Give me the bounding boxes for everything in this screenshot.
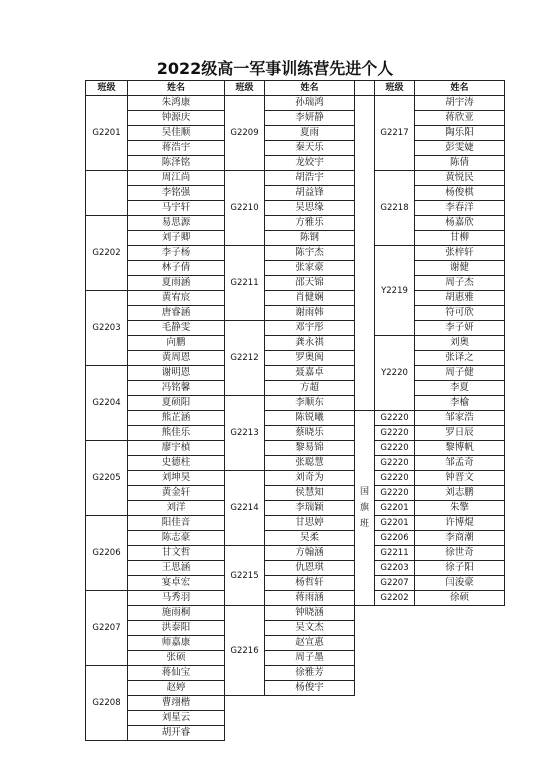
flag-row (355, 501, 505, 516)
name-cell: 钟晓涵 (265, 606, 355, 621)
name-cell: 赵婷 (128, 681, 225, 696)
flag-name-cell: 朱擎 (415, 501, 505, 516)
name-cell: 刘星云 (128, 711, 225, 726)
class-cell (86, 171, 128, 216)
name-cell: 胡浩宇 (265, 171, 355, 186)
name-cell: 谢明恩 (128, 366, 225, 381)
flag-row (355, 576, 505, 591)
name-cell: 李子妍 (415, 321, 505, 336)
flag-row (355, 561, 505, 576)
flag-class-cell: G2220 (375, 441, 415, 456)
name-cell: 杨俊宇 (265, 681, 355, 696)
name-cell: 李铭强 (128, 186, 225, 201)
name-cell: 邵天锦 (265, 276, 355, 291)
name-cell: 黎易锦 (265, 441, 355, 456)
name-cell: 孙瑞鸿 (265, 96, 355, 111)
name-cell: 陈志豪 (128, 531, 225, 546)
table-row (355, 336, 505, 351)
flag-class-cell: G2220 (375, 411, 415, 426)
name-cell: 宴卓宏 (128, 576, 225, 591)
name-cell: 唐睿涵 (128, 306, 225, 321)
name-cell: 秦天乐 (265, 141, 355, 156)
flag-class-cell: G2211 (375, 546, 415, 561)
name-cell: 甘文哲 (128, 546, 225, 561)
name-cell: 陈宇杰 (265, 246, 355, 261)
table-row (86, 441, 225, 456)
table-row (86, 96, 225, 111)
flag-name-cell: 钟晋文 (415, 471, 505, 486)
name-cell: 谢健 (415, 261, 505, 276)
flag-row (355, 471, 505, 486)
flag-class-cell: G2207 (375, 576, 415, 591)
flag-name-cell: 李商潮 (415, 531, 505, 546)
flag-row (355, 411, 505, 426)
name-cell: 马秀羽 (128, 591, 225, 606)
flag-class-cell: G2220 (375, 486, 415, 501)
name-cell: 侯慧知 (265, 486, 355, 501)
name-cell: 林子倩 (128, 261, 225, 276)
table-row (86, 171, 225, 186)
header-row (355, 81, 505, 96)
name-cell: 熊佳乐 (128, 426, 225, 441)
class-cell: G2202 (86, 216, 128, 291)
name-cell: 张译之 (415, 351, 505, 366)
flag-class-cell: G2202 (375, 591, 415, 606)
name-cell: 徐雅芳 (265, 666, 355, 681)
name-cell: 钟源庆 (128, 111, 225, 126)
flag-row (355, 486, 505, 501)
name-cell: 夏雨涵 (128, 276, 225, 291)
name-cell: 刘子卿 (128, 231, 225, 246)
header-row (225, 81, 355, 96)
name-cell: 吴思缘 (265, 201, 355, 216)
table-row (225, 396, 355, 411)
name-cell: 肖健娴 (265, 291, 355, 306)
name-cell: 蒋浩宇 (128, 141, 225, 156)
class-header: 班级 (86, 81, 128, 96)
name-cell: 毛静雯 (128, 321, 225, 336)
name-cell: 洪泰阳 (128, 621, 225, 636)
flag-class-cell: G2220 (375, 426, 415, 441)
name-cell: 向鹏 (128, 336, 225, 351)
name-cell: 甘柳 (415, 231, 505, 246)
name-cell: 马宇轩 (128, 201, 225, 216)
name-cell: 李妍静 (265, 111, 355, 126)
class-cell: Y2219 (375, 246, 415, 336)
table-row (225, 471, 355, 486)
table-row (86, 516, 225, 531)
class-cell: G2206 (86, 516, 128, 591)
name-cell: 李瑞颖 (265, 501, 355, 516)
name-cell: 张家豪 (265, 261, 355, 276)
flag-row (355, 516, 505, 531)
flag-row (355, 441, 505, 456)
name-cell: 彭雯婕 (415, 141, 505, 156)
name-cell: 刘奥 (415, 336, 505, 351)
name-cell: 史德柱 (128, 456, 225, 471)
name-cell: 胡惠雅 (415, 291, 505, 306)
flag-team-table (354, 410, 505, 606)
class-cell: G2217 (375, 96, 415, 171)
table-row (225, 96, 355, 111)
class-cell: G2210 (225, 171, 265, 246)
table-row (225, 246, 355, 261)
name-cell: 杨俊棋 (415, 186, 505, 201)
name-cell: 易思源 (128, 216, 225, 231)
class-cell: G2208 (86, 666, 128, 741)
table-row (355, 246, 505, 261)
table-row (225, 546, 355, 561)
name-cell: 吴佳顺 (128, 126, 225, 141)
class-cell: G2207 (86, 591, 128, 666)
name-cell: 蔡晓乐 (265, 426, 355, 441)
name-cell: 方翰涵 (265, 546, 355, 561)
class-cell: G2214 (225, 471, 265, 546)
flag-team-label: 国旗班 (355, 411, 375, 606)
blank-header (355, 81, 375, 96)
table-row (86, 291, 225, 306)
header-row (86, 81, 225, 96)
name-cell: 罗奥闽 (265, 351, 355, 366)
name-cell: 方雅乐 (265, 216, 355, 231)
class-cell: G2212 (225, 321, 265, 396)
flag-name-cell: 许博焜 (415, 516, 505, 531)
flag-class-cell: G2220 (375, 471, 415, 486)
name-cell: 周子健 (415, 366, 505, 381)
name-cell: 黄周恩 (128, 351, 225, 366)
name-cell: 刘奇为 (265, 471, 355, 486)
name-header: 姓名 (415, 81, 505, 96)
name-cell: 冯铭馨 (128, 381, 225, 396)
table-section-1 (85, 80, 225, 741)
name-cell: 仇恩琪 (265, 561, 355, 576)
name-cell: 师嘉康 (128, 636, 225, 651)
table-row (86, 591, 225, 606)
name-cell: 杨哲轩 (265, 576, 355, 591)
flag-name-cell: 邹孟奇 (415, 456, 505, 471)
name-cell: 李顺东 (265, 396, 355, 411)
class-cell: G2215 (225, 546, 265, 606)
flag-class-cell: G2206 (375, 531, 415, 546)
class-header: 班级 (225, 81, 265, 96)
flag-name-cell: 闫浚豪 (415, 576, 505, 591)
name-cell: 赵宣惠 (265, 636, 355, 651)
name-cell: 蒋雨涵 (265, 591, 355, 606)
name-cell: 胡宇涛 (415, 96, 505, 111)
class-cell: G2213 (225, 396, 265, 471)
flag-row (355, 426, 505, 441)
table-row (86, 216, 225, 231)
name-cell: 李子杨 (128, 246, 225, 261)
name-cell: 邓宇彤 (265, 321, 355, 336)
table-row (225, 606, 355, 621)
blank-cell (355, 96, 375, 411)
flag-class-cell: G2220 (375, 456, 415, 471)
flag-row (355, 456, 505, 471)
class-cell: G2209 (225, 96, 265, 171)
name-cell: 符可欣 (415, 306, 505, 321)
name-cell: 刘洋 (128, 501, 225, 516)
flag-row (355, 531, 505, 546)
name-cell: 杨嘉欣 (415, 216, 505, 231)
name-cell: 朱鸿康 (128, 96, 225, 111)
name-cell: 聂嘉卓 (265, 366, 355, 381)
name-cell: 陶乐阳 (415, 126, 505, 141)
name-cell: 周江尚 (128, 171, 225, 186)
name-cell: 蒋欣亚 (415, 111, 505, 126)
table-section-2 (224, 80, 355, 696)
name-cell: 夏硕阳 (128, 396, 225, 411)
name-cell: 胡益锋 (265, 186, 355, 201)
name-cell: 黄金轩 (128, 486, 225, 501)
name-cell: 陈锐曦 (265, 411, 355, 426)
class-cell: G2218 (375, 171, 415, 246)
name-cell: 方超 (265, 381, 355, 396)
class-cell: G2211 (225, 246, 265, 321)
name-cell: 李榆 (415, 396, 505, 411)
name-cell: 刘坤昊 (128, 471, 225, 486)
class-header: 班级 (375, 81, 415, 96)
class-cell: G2204 (86, 366, 128, 441)
class-cell: G2203 (86, 291, 128, 366)
name-header: 姓名 (128, 81, 225, 96)
flag-name-cell: 徐世奇 (415, 546, 505, 561)
table-row (86, 666, 225, 681)
flag-name-cell: 黎博帆 (415, 441, 505, 456)
name-cell: 张硕 (128, 651, 225, 666)
name-cell: 阳佳音 (128, 516, 225, 531)
name-cell: 陈倩 (415, 156, 505, 171)
flag-name-cell: 徐子阳 (415, 561, 505, 576)
flag-name-cell: 邹家浩 (415, 411, 505, 426)
flag-team-panel (354, 410, 504, 606)
class-cell: G2205 (86, 441, 128, 516)
name-cell: 龚永祺 (265, 336, 355, 351)
name-cell: 蒋仙宝 (128, 666, 225, 681)
name-cell: 龙姣宇 (265, 156, 355, 171)
name-cell: 廖宇楨 (128, 441, 225, 456)
table-row (355, 171, 505, 186)
name-cell: 黄悦民 (415, 171, 505, 186)
table-row (355, 96, 505, 111)
name-cell: 夏雨 (265, 126, 355, 141)
flag-class-cell: G2203 (375, 561, 415, 576)
name-cell: 陈钢 (265, 231, 355, 246)
name-cell: 吴柔 (265, 531, 355, 546)
name-cell: 吴文杰 (265, 621, 355, 636)
table-section-3 (354, 80, 505, 411)
class-cell: Y2220 (375, 336, 415, 411)
flag-name-cell: 徐硕 (415, 591, 505, 606)
class-cell: G2201 (86, 96, 128, 171)
flag-class-cell: G2201 (375, 501, 415, 516)
name-cell: 李夏 (415, 381, 505, 396)
name-cell: 甘思婷 (265, 516, 355, 531)
class-cell: G2216 (225, 606, 265, 696)
name-cell: 黄宥宸 (128, 291, 225, 306)
name-cell: 熊芷涵 (128, 411, 225, 426)
name-cell: 周子墨 (265, 651, 355, 666)
flag-row (355, 546, 505, 561)
flag-row (355, 591, 505, 606)
name-cell: 陈泽铭 (128, 156, 225, 171)
name-cell: 张梓轩 (415, 246, 505, 261)
flag-name-cell: 刘志鹏 (415, 486, 505, 501)
name-cell: 施雨桐 (128, 606, 225, 621)
name-cell: 胡开睿 (128, 726, 225, 741)
name-cell: 谢雨韩 (265, 306, 355, 321)
table-row (225, 171, 355, 186)
name-cell: 曹翊楷 (128, 696, 225, 711)
name-cell: 周子杰 (415, 276, 505, 291)
table-row (86, 366, 225, 381)
flag-name-cell: 罗日辰 (415, 426, 505, 441)
document-title: 2022级高一军事训练营先进个人 (156, 59, 394, 78)
name-cell: 张聪慧 (265, 456, 355, 471)
table-row (225, 321, 355, 336)
name-header: 姓名 (265, 81, 355, 96)
flag-class-cell: G2201 (375, 516, 415, 531)
name-cell: 王思涵 (128, 561, 225, 576)
name-cell: 李春洋 (415, 201, 505, 216)
